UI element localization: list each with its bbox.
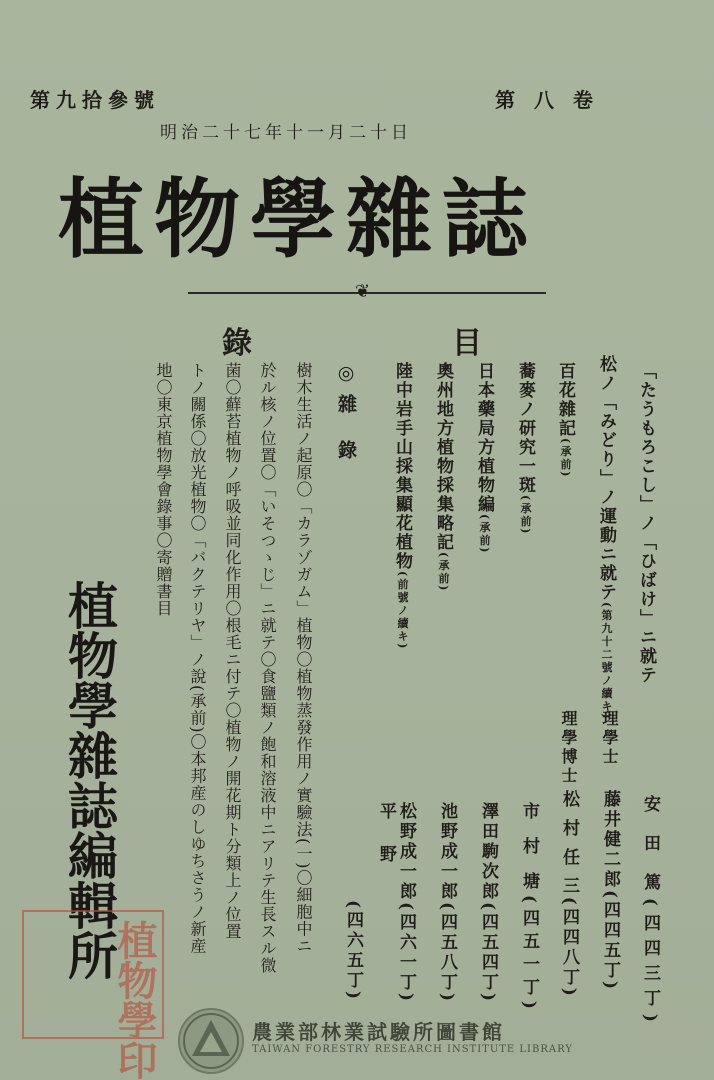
page-2: (四四五丁) xyxy=(600,890,620,993)
article-note-6: (承前) xyxy=(437,552,450,593)
article-title-3 xyxy=(553,362,578,478)
zatsuroku-line-2: 於ル核ノ位置〇「いそつゝじ」ニ就テ〇食鹽類ノ飽和溶液中ニアリテ生長スル微 xyxy=(258,362,277,974)
page-4: (四五一丁) xyxy=(519,894,539,1015)
author-6 xyxy=(435,802,460,1004)
author-3 xyxy=(557,790,582,999)
author-4-name: 市 村 塘 xyxy=(519,802,539,895)
journal-title: 植物學雜誌 xyxy=(58,169,538,270)
article-note-4: (承前) xyxy=(519,495,532,536)
library-seal xyxy=(22,910,164,1080)
article-title-2-text: 松ノ「みどり」ノ運動ニ就テ xyxy=(596,355,616,602)
zatsuroku-heading: ◎雜 錄 xyxy=(335,362,357,469)
library-name-en: TAIWAN FORESTRY RESEARCH INSTITUTE LIBRARY xyxy=(252,1044,573,1055)
article-title-6-text: 奧州地方植物採集略記 xyxy=(433,362,453,552)
zatsuroku-line-5: 地〇東京植物學會錄事〇寄贈書目 xyxy=(154,362,173,617)
zatsuroku-line-1: 樹木生活ノ起原〇「カラゾガム」植物〇植物蒸發作用ノ實驗法(一)〇細胞中ニ xyxy=(294,362,313,955)
author-6-name: 池野成一郎 xyxy=(437,802,457,902)
author-1-name: 安 田 篤 xyxy=(640,795,660,898)
author-4 xyxy=(517,802,542,1015)
article-title-3-text: 百花雜記 xyxy=(555,362,575,438)
zatsuroku-line-3: 菌〇蘚苔植物ノ呼吸並同化作用〇根毛ニ付テ〇植物ノ開花期ト分類上ノ位置 xyxy=(223,362,242,940)
article-title-2 xyxy=(594,355,619,720)
page-3: (四四八丁) xyxy=(559,896,579,999)
page-5: (四五四丁) xyxy=(478,902,498,1005)
author-5 xyxy=(476,802,501,1004)
author-2-degree: 理學士 xyxy=(600,710,619,767)
article-note-2: (第九十二號ノ續キ) xyxy=(600,602,613,721)
library-logo xyxy=(178,1008,244,1074)
author-3-name: 松 村 任 三 xyxy=(559,790,579,897)
volume-number: 第 八 卷 xyxy=(495,88,599,112)
publisher-name: 植物學雜誌編輯所 xyxy=(60,580,119,980)
zatsuroku-line-4: トノ關係〇放光植物〇「バクテリヤ」ノ說(承前)〇本邦産のしゆちさうノ新産 xyxy=(188,362,207,955)
publication-date: 明治二十七年十一月二十日 xyxy=(160,123,412,143)
article-title-5 xyxy=(472,362,497,554)
contents-heading-moku: 目 xyxy=(452,326,482,361)
article-title-4-text: 蕎麥ノ研究一斑 xyxy=(515,362,535,495)
page-1: (四四三丁) xyxy=(640,897,660,1030)
issue-number: 第九拾參號 xyxy=(30,88,160,112)
author-1 xyxy=(638,795,663,1030)
article-title-7 xyxy=(390,362,415,650)
article-title-6 xyxy=(431,362,456,592)
article-note-7: (前號ノ續キ) xyxy=(396,571,409,651)
page-6: (四五八丁) xyxy=(437,902,457,1005)
article-title-4 xyxy=(513,362,538,535)
article-title-1: 「たうもろこし」ノ「ひばけ」ニ就テ xyxy=(636,362,656,685)
library-seal-text: 植物學印 xyxy=(111,920,158,1080)
article-title-7-text: 陸中岩手山採集顯花植物 xyxy=(392,362,412,571)
article-note-5: (承前) xyxy=(478,514,491,555)
author-2 xyxy=(598,790,623,992)
author-7-second: 平 野 xyxy=(376,802,396,872)
author-3-degree: 理學博士 xyxy=(559,710,578,786)
forestry-emblem-icon xyxy=(180,1010,242,1072)
zatsuroku-page: (四六五丁) xyxy=(343,900,363,1003)
author-5-name: 澤田駒次郎 xyxy=(478,802,498,902)
article-note-3: (承前) xyxy=(559,438,572,479)
library-name-jp: 農業部林業試驗所圖書館 xyxy=(252,1020,505,1044)
author-7-name: 松野成一郎 xyxy=(396,802,416,902)
article-title-5-text: 日本藥局方植物編 xyxy=(474,362,494,514)
author-2-name: 藤井健二郎 xyxy=(600,790,620,890)
contents-heading-roku: 錄 xyxy=(222,326,252,361)
page-7: (四六一丁) xyxy=(396,902,416,1005)
divider-ornament: ❦ xyxy=(355,281,371,302)
